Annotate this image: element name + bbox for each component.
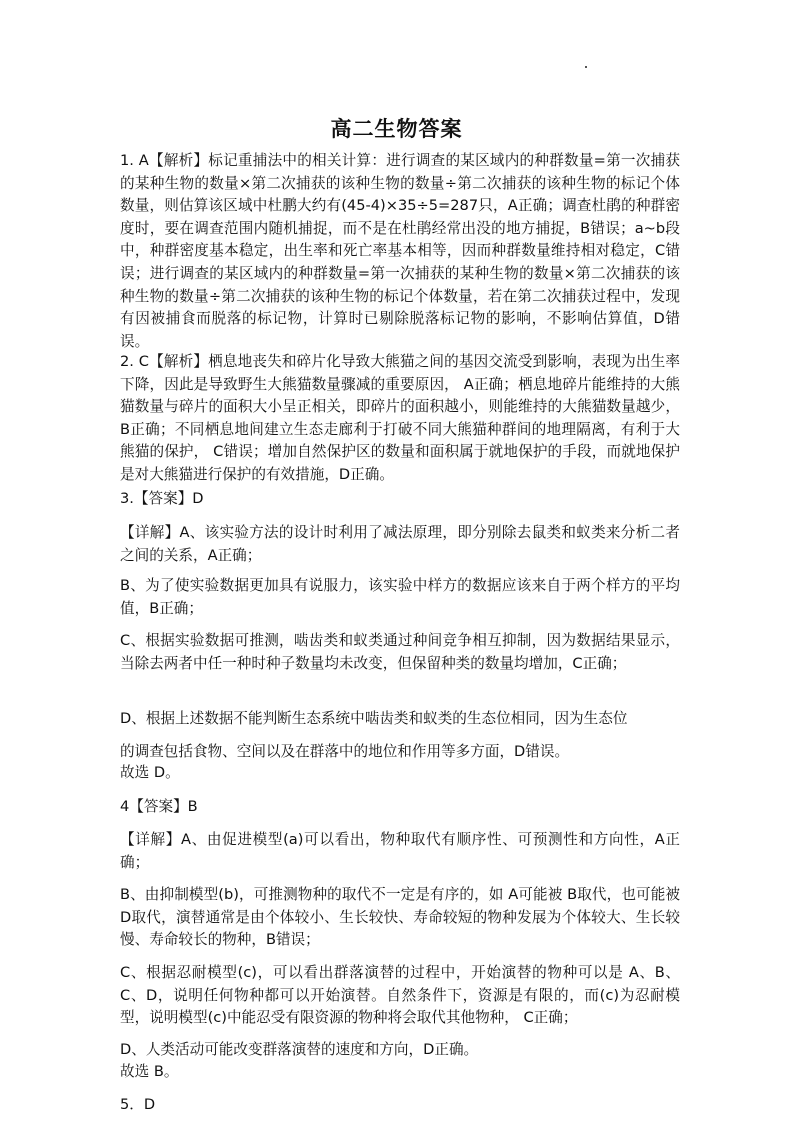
answer-4-detail-c: C、根据忍耐模型(c)，可以看出群落演替的过程中，开始演替的物种可以是 A、B、C、D，说明任何物种都可以开始演替。自然条件下，资源是有限的，而(c)为忍耐模型，说明模型(c)中能忍受有限资源的物种将会取代其他物种， C正确； [120,964,680,1027]
answer-3-detail-d: D、根据上述数据不能判断生态系统中啮齿类和蚁类的生态位相同，因为生态位 [120,710,628,727]
answer-3-detail-c: C、根据实验数据可推测，啮齿类和蚁类通过种间竞争相互抑制，因为数据结果显示，当除去两者中任一种时种子数量均未改变，但保留种类的数量均增加，C正确； [120,632,680,672]
answer-4-heading: 4【答案】B [120,798,198,815]
page-title: 高二生物答案 [330,117,463,141]
answer-4-detail-d: D、人类活动可能改变群落演替的速度和方向，D正确。 [120,1041,479,1058]
answer-3-detail-d-cont: 的调查包括食物、空间以及在群落中的地位和作用等多方面，D错误。 [120,743,570,760]
answer-4-detail-b: B、由抑制模型(b)，可推测物种的取代不一定是有序的，如 A可能被 B取代，也可能被 D取代，演替通常是由个体较小、生长较快、寿命较短的物种发展为个体较大、生长较慢、寿命较长的物种，B错误； [120,886,680,949]
answer-5-heading: 5．D [120,1096,156,1113]
answer-3-detail-b: B、为了使实验数据更加具有说服力，该实验中样方的数据应该来自于两个样方的平均值，B正确； [120,577,680,617]
answer-4-detail-a: 【详解】A、由促进模型(a)可以看出，物种取代有顺序性、可预测性和方向性，A正确； [120,831,680,871]
scan-dot [585,66,587,68]
answer-3-heading: 3.【答案】D [120,490,204,507]
answer-3-conclusion: 故选 D。 [120,764,180,781]
answer-2-explanation: 2. C【解析】栖息地丧失和碎片化导致大熊猫之间的基因交流受到影响，表现为出生率下降，因此是导致野生大熊猫数量骤减的重要原因， A正确；栖息地碎片能维持的大熊猫数量与碎片的面积大小呈正相关，即碎片的面积越小，则能维持的大熊猫数量越少，B正确；不同栖息地间建立生态走廊利于打破不同大熊猫种群间的地理隔离，有利于大熊猫的保护， C错误；增加自然保护区的数量和面积属于就地保护的手段，而就地保护是对大熊猫进行保护的有效措施，D正确。 [120,353,680,483]
answer-1-explanation: 1. A【解析】标记重捕法中的相关计算：进行调查的某区域内的种群数量=第一次捕获的某种生物的数量×第二次捕获的该种生物的数量÷第二次捕获的该种生物的标记个体数量，则估算该区域中杜鹏大约有(45-4)×35÷5=287只，A正确；调查杜鹃的种群密度时，要在调查范围内随机捕捉，而不是在杜鹃经常出没的地方捕捉，B错误；a~b段中，种群密度基本稳定，出生率和死亡率基本相等，因而种群数量维持相对稳定，C错误；进行调查的某区域内的种群数量=第一次捕获的某种生物的数量×第二次捕获的该种生物的数量÷第二次捕获的该种生物的标记个体数量，若在第二次捕获过程中，发现有因被捕食而脱落的标记物，计算时已剔除脱落标记物的影响，不影响估算值，D错误。 [120,152,680,350]
answer-4-conclusion: 故选 B。 [120,1063,179,1080]
answer-3-detail-a: 【详解】A、该实验方法的设计时利用了减法原理，即分别除去鼠类和蚁类来分析二者之间的关系，A正确； [120,524,680,564]
